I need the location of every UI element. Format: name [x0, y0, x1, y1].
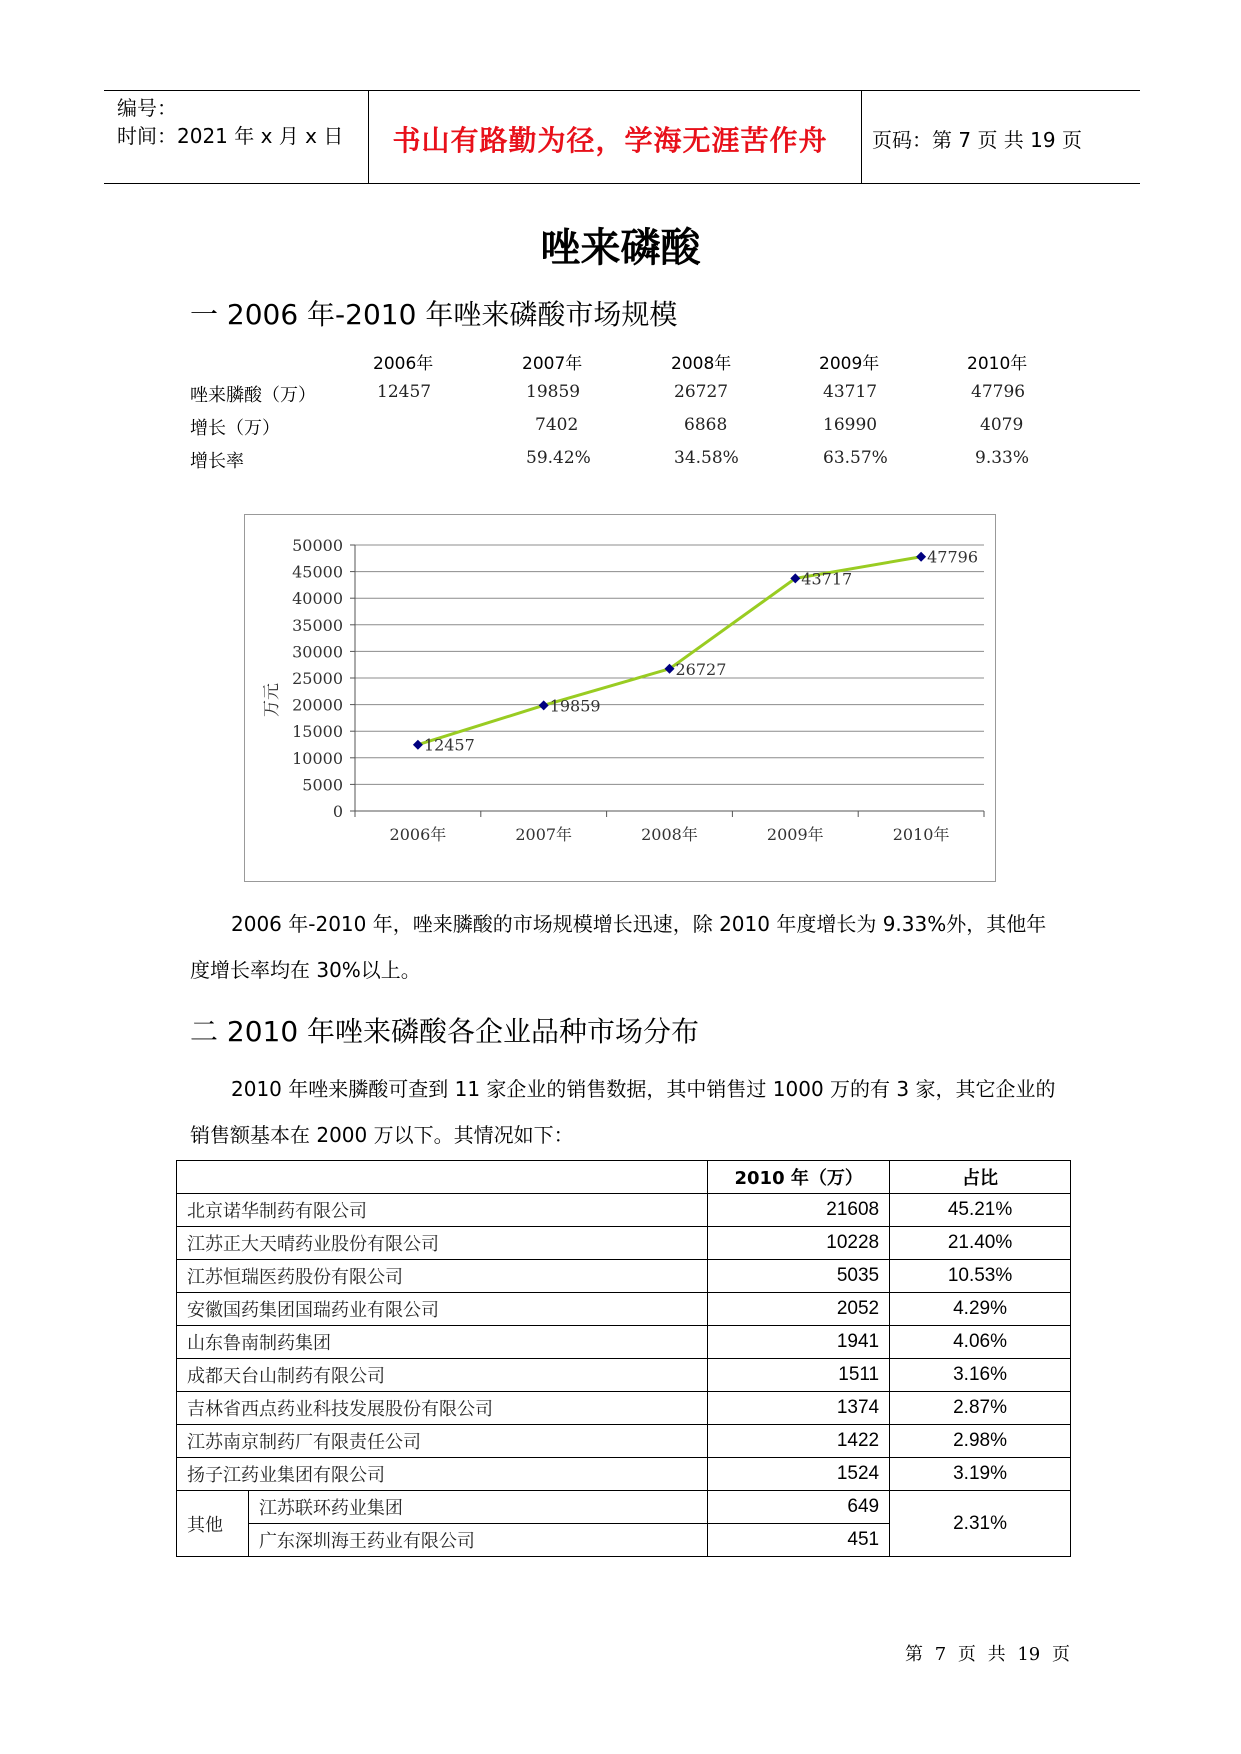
table-row	[177, 1293, 1071, 1326]
table-row	[177, 1359, 1071, 1392]
summary-row-label: 增长（万）	[190, 418, 280, 439]
chart-y-tick-label: 15000	[292, 722, 343, 742]
table-header-share: 占比	[890, 1161, 1071, 1194]
chart-y-tick-label: 45000	[292, 562, 343, 582]
header-divider	[368, 90, 369, 184]
summary-cell: 26727	[674, 382, 729, 402]
chart-data-label: 43717	[801, 569, 853, 589]
table-row	[177, 1227, 1071, 1260]
company-share: 2.98%	[890, 1425, 1071, 1458]
chart-y-tick-label: 30000	[292, 642, 343, 662]
company-value: 1422	[708, 1425, 890, 1458]
company-name: 江苏联环药业集团	[248, 1491, 707, 1524]
chart-data-label: 26727	[675, 659, 727, 679]
summary-row-label: 增长率	[190, 451, 244, 472]
company-value: 1524	[708, 1458, 890, 1491]
company-value: 451	[708, 1524, 890, 1557]
company-value: 1941	[708, 1326, 890, 1359]
table-row	[177, 1260, 1071, 1293]
summary-year: 2006年	[373, 354, 434, 374]
company-name: 山东鲁南制药集团	[177, 1326, 708, 1359]
summary-cell: 6868	[684, 415, 728, 435]
chart-data-label: 19859	[549, 696, 601, 716]
table-row	[177, 1194, 1071, 1227]
company-value: 1374	[708, 1392, 890, 1425]
chart-y-tick-label: 20000	[292, 695, 343, 715]
company-value: 21608	[708, 1194, 890, 1227]
chart-y-tick-label: 0	[332, 802, 343, 821]
chart-x-tick-label: 2007年	[515, 825, 573, 844]
other-share: 2.31%	[890, 1491, 1071, 1557]
chart-y-tick-label: 25000	[292, 669, 343, 688]
company-share: 10.53%	[890, 1260, 1071, 1293]
chart-x-tick-label: 2009年	[766, 825, 824, 844]
table-row	[177, 1425, 1071, 1458]
summary-cell: 7402	[535, 415, 579, 435]
header-number-label: 编号：	[117, 96, 177, 120]
summary-cell: 12457	[377, 382, 432, 402]
company-value: 1511	[708, 1359, 890, 1392]
table-header-row	[177, 1161, 1071, 1194]
company-name: 吉林省西点药业科技发展股份有限公司	[177, 1392, 708, 1425]
table-row	[177, 1491, 1071, 1524]
chart-data-label: 12457	[423, 735, 475, 755]
summary-cell: 34.58%	[674, 448, 739, 468]
company-share: 4.06%	[890, 1326, 1071, 1359]
chart-x-tick-label: 2008年	[641, 825, 698, 844]
chart-x-tick-label: 2006年	[389, 825, 447, 844]
market-size-chart-svg	[244, 514, 996, 882]
table-row	[177, 1326, 1071, 1359]
other-label: 其他	[177, 1491, 249, 1557]
chart-x-tick-label: 2010年	[892, 825, 950, 844]
summary-year: 2010年	[967, 354, 1028, 374]
section2-heading: 二 2010 年唑来磷酸各企业品种市场分布	[190, 1015, 700, 1048]
company-value: 2052	[708, 1293, 890, 1326]
company-share: 3.19%	[890, 1458, 1071, 1491]
section2-paragraph: 2010 年唑来膦酸可查到 11 家企业的销售数据，其中销售过 1000 万的有 3 家，其它企业的销售额基本在 2000 万以下。其情况如下：	[190, 1077, 1056, 1147]
company-value: 10228	[708, 1227, 890, 1260]
company-name: 北京诺华制药有限公司	[177, 1194, 708, 1227]
summary-year: 2008年	[671, 354, 732, 374]
header-bottom-rule	[104, 183, 1140, 184]
company-value: 5035	[708, 1260, 890, 1293]
company-share: 2.87%	[890, 1392, 1071, 1425]
chart-y-tick-label: 10000	[292, 748, 343, 768]
chart-data-label: 47796	[927, 547, 979, 567]
section1-heading: 一 2006 年-2010 年唑来磷酸市场规模	[190, 298, 678, 331]
summary-cell: 47796	[971, 382, 1026, 402]
company-name: 江苏南京制药厂有限责任公司	[177, 1425, 708, 1458]
company-share: 45.21%	[890, 1194, 1071, 1227]
summary-cell: 63.57%	[823, 448, 888, 468]
header-divider	[861, 90, 862, 184]
chart-frame	[245, 515, 996, 882]
company-name: 扬子江药业集团有限公司	[177, 1458, 708, 1491]
summary-cell: 43717	[823, 382, 878, 402]
market-size-chart	[244, 514, 996, 882]
company-share: 3.16%	[890, 1359, 1071, 1392]
header-motto: 书山有路勤为径，学海无涯苦作舟	[392, 124, 828, 157]
header-time-label: 时间：2021 年 x 月 x 日	[117, 124, 344, 148]
summary-cell: 19859	[526, 382, 581, 402]
page-title: 唑来磷酸	[540, 225, 701, 271]
company-name: 安徽国药集团国瑞药业有限公司	[177, 1293, 708, 1326]
chart-y-tick-label: 40000	[292, 589, 343, 609]
header-page-label: 页码：第 7 页 共 19 页	[872, 128, 1082, 152]
summary-year: 2009年	[819, 354, 880, 374]
chart-y-tick-label: 50000	[292, 536, 343, 555]
summary-cell: 4079	[980, 415, 1024, 435]
table-row	[177, 1392, 1071, 1425]
table-header-cell	[177, 1161, 708, 1194]
company-share: 4.29%	[890, 1293, 1071, 1326]
summary-cell: 9.33%	[975, 448, 1030, 468]
table-row	[177, 1458, 1071, 1491]
summary-row-label: 唑来膦酸（万）	[190, 385, 316, 406]
section1-paragraph: 2006 年-2010 年，唑来膦酸的市场规模增长迅速，除 2010 年度增长为 9.33%外，其他年度增长率均在 30%以上。	[190, 912, 1047, 982]
summary-cell: 16990	[823, 415, 878, 435]
company-table	[176, 1160, 1071, 1557]
summary-cell: 59.42%	[526, 448, 591, 468]
company-value: 649	[708, 1491, 890, 1524]
company-name: 广东深圳海王药业有限公司	[248, 1524, 707, 1557]
table-header-value: 2010 年（万）	[708, 1161, 890, 1194]
company-name: 成都天台山制药有限公司	[177, 1359, 708, 1392]
company-name: 江苏恒瑞医药股份有限公司	[177, 1260, 708, 1293]
page-footer: 第 7 页 共 19 页	[905, 1644, 1070, 1665]
company-name: 江苏正大天晴药业股份有限公司	[177, 1227, 708, 1260]
summary-year: 2007年	[522, 354, 583, 374]
chart-y-axis-label: 万元	[262, 683, 282, 717]
chart-y-tick-label: 5000	[302, 775, 343, 795]
company-share: 21.40%	[890, 1227, 1071, 1260]
chart-y-tick-label: 35000	[292, 615, 343, 635]
header-top-rule	[104, 90, 1140, 91]
